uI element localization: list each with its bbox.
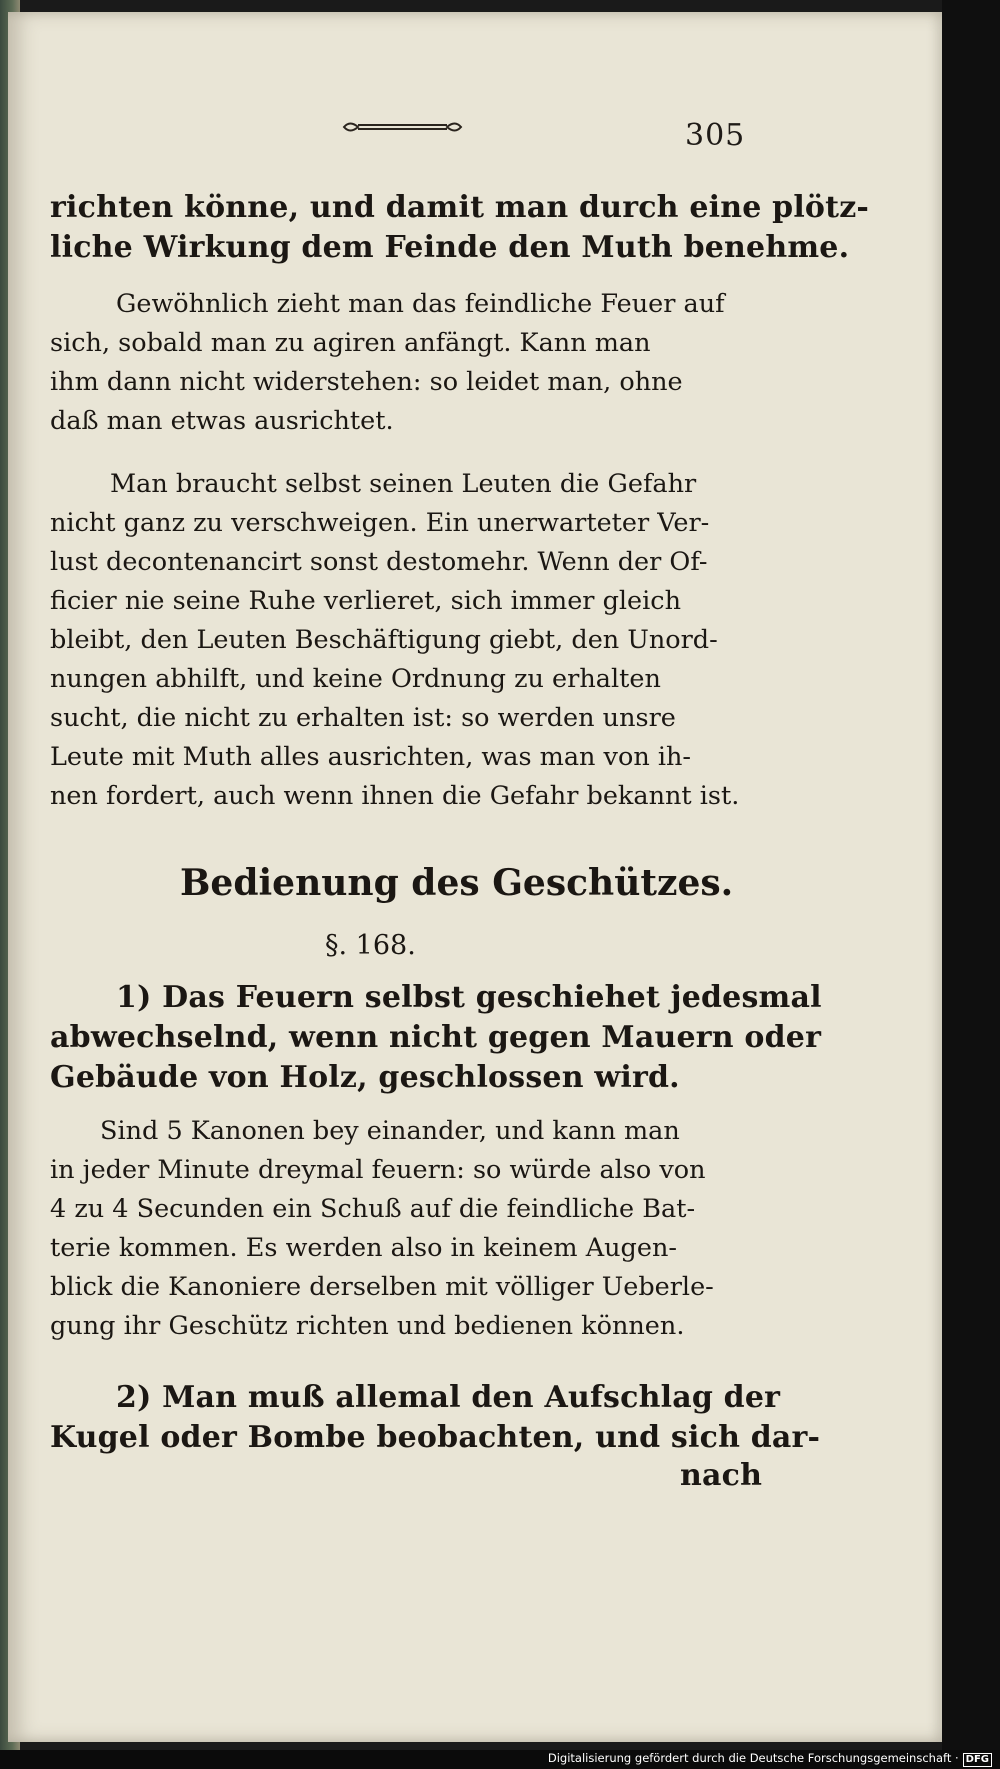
text-line: Kugel oder Bombe beobachten, und sich dar- [50,1420,821,1455]
text-line: Gebäude von Holz, geschlossen wird. [50,1060,680,1095]
continuation-text [50,188,870,268]
catchword [680,1456,763,1496]
text-line: ihm dann nicht widerstehen: so leidet man, ohne [50,367,683,397]
section-number: §. 168. [325,930,416,961]
text-line: Man braucht selbst seinen Leuten die Gefahr [110,469,697,499]
paragraph-3 [50,1112,750,1346]
footer-credit [548,1751,992,1767]
text-line: liche Wirkung dem Feinde den Muth benehme. [50,230,850,265]
text-line: blick die Kanoniere derselben mit völliger Ueberle- [50,1272,714,1302]
paragraph-2 [50,465,750,816]
text-line: in jeder Minute dreymal feuern: so würde also von [50,1155,706,1185]
text-line: abwechselnd, wenn nicht gegen Mauern oder [50,1020,822,1055]
text-line: sich, sobald man zu agiren anfängt. Kann man [50,328,651,358]
text-line: 2) Man muß allemal den Aufschlag der [116,1380,781,1415]
text-line: daß man etwas ausrichtet. [50,406,394,436]
text-line: 4 zu 4 Secunden ein Schuß auf die feindliche Bat- [50,1194,696,1224]
section-heading: Bedienung des Geschützes. [180,862,734,904]
rule-1 [50,978,822,1098]
text-line: terie kommen. Es werden also in keinem Augen- [50,1233,678,1263]
page-number: 305 [685,118,746,153]
catchword-text: nach [680,1458,763,1493]
scan-right-edge [942,0,1000,1769]
text-line: 1) Das Feuern selbst geschiehet jedesmal [116,980,822,1015]
dfg-logo: DFG [963,1753,992,1767]
footer-credit-text: Digitalisierung gefördert durch die Deutsche Forschungsgemeinschaft · [547,1751,959,1765]
text-line: richten könne, und damit man durch eine plötz- [50,190,870,225]
text-line: lust decontenancirt sonst destomehr. Wenn der Of- [50,547,708,577]
text-line: gung ihr Geschütz richten und bedienen können. [50,1311,685,1341]
text-line: nicht ganz zu verschweigen. Ein unerwarteter Ver- [50,508,710,538]
text-line: ficier nie seine Ruhe verlieret, sich immer gleich [50,586,682,616]
text-line: nen fordert, auch wenn ihnen die Gefahr bekannt ist. [50,781,740,811]
text-line: Leute mit Muth alles ausrichten, was man von ih- [50,742,692,772]
text-line: nungen abhilft, und keine Ordnung zu erhalten [50,664,661,694]
text-line: sucht, die nicht zu erhalten ist: so werden unsre [50,703,676,733]
rule-2 [50,1378,821,1458]
text-line: bleibt, den Leuten Beschäftigung giebt, den Unord- [50,625,718,655]
paragraph-1 [50,285,750,441]
text-line: Gewöhnlich zieht man das feindliche Feuer auf [116,289,725,319]
ornament-rule-icon [340,117,465,137]
text-line: Sind 5 Kanonen bey einander, und kann man [100,1116,680,1146]
